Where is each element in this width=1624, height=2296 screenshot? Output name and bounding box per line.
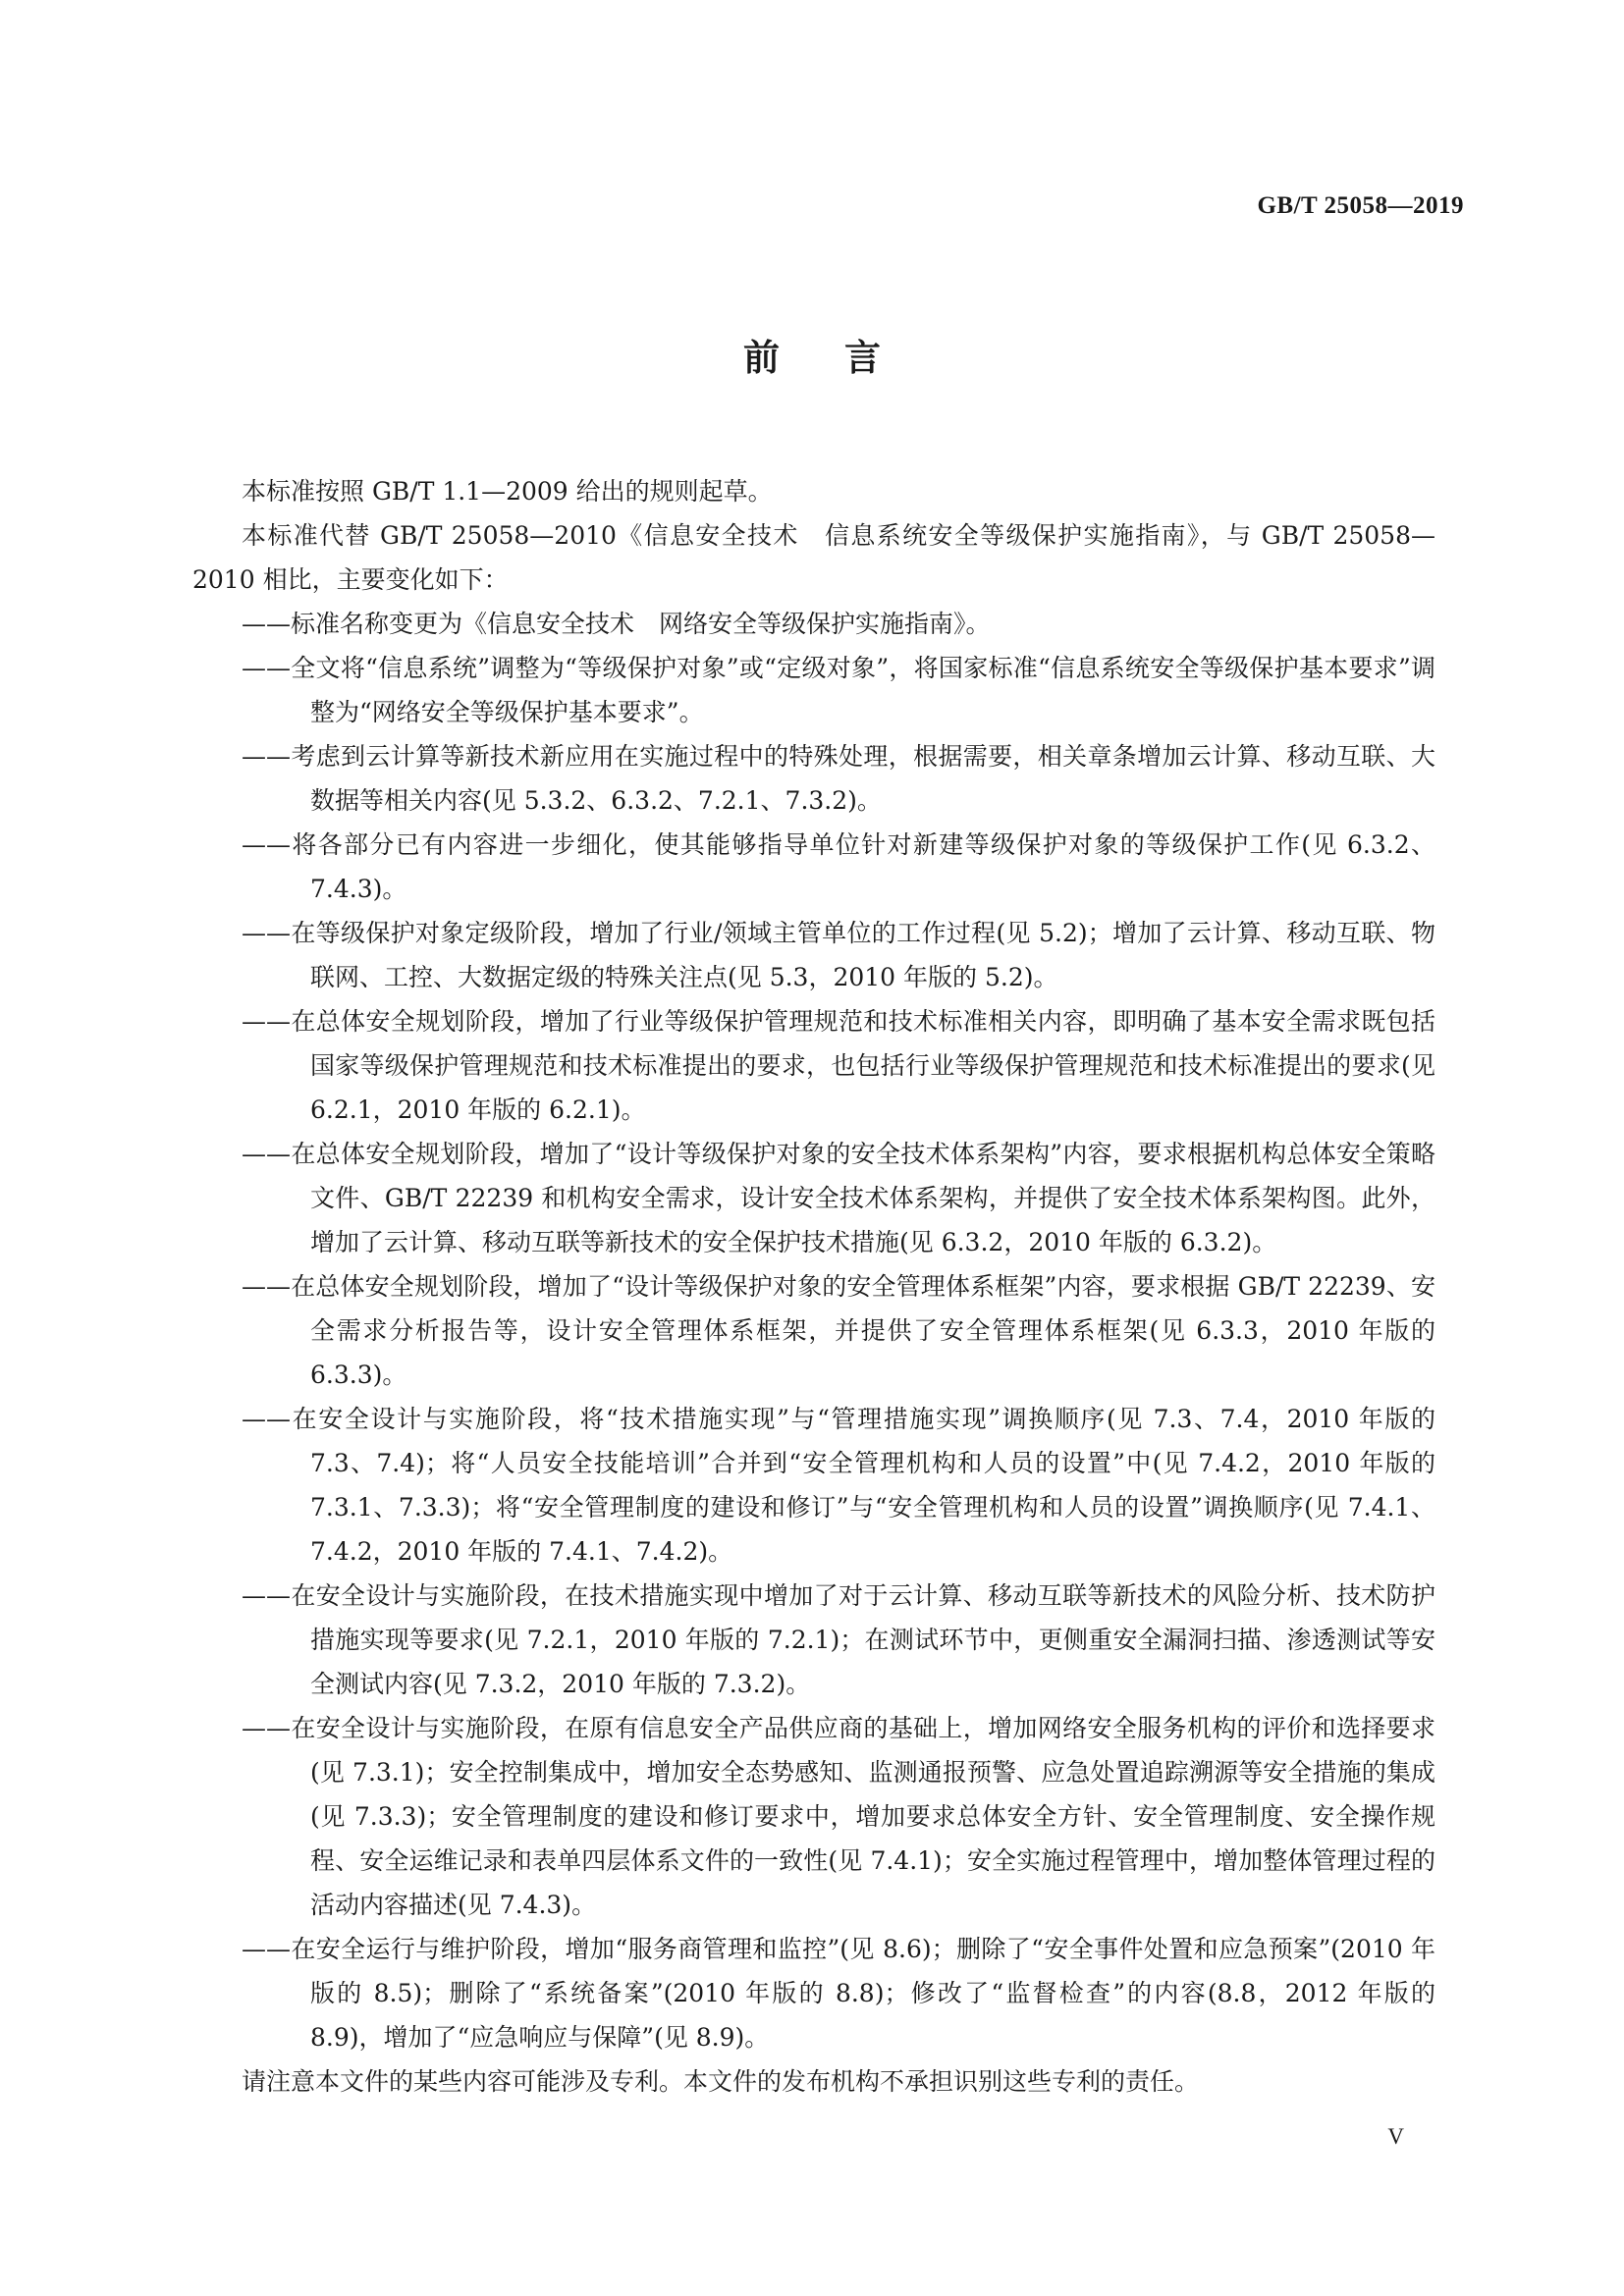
intro-paragraph: 本标准按照 GB/T 1.1—2009 给出的规则起草。 bbox=[242, 477, 773, 506]
list-item: ——在等级保护对象定级阶段，增加了行业/领域主管单位的工作过程(见 5.2)；增加了云计算、移动互联、物联网、工控、大数据定级的特殊关注点(见 5.3，2010 年版的 5.2)。 bbox=[242, 919, 1435, 991]
page-title: 前言 bbox=[743, 337, 946, 379]
list-item: ——在安全设计与实施阶段，在原有信息安全产品供应商的基础上，增加网络安全服务机构的评价和选择要求(见 7.3.1)；安全控制集成中，增加安全态势感知、监测通报预警、应急处置追踪溯源等安全措施的集成(见 7.3.3)；安全管理制度的建设和修订要求中，增加要求总体安全方针、安全管理制度、安全操作规程、安全运维记录和表单四层体系文件的一致性(见 7.4.1)；安全实施过程管理中，增加整体管理过程的活动内容描述(见 7.4.3)。 bbox=[242, 1714, 1435, 1919]
patent-notice: 请注意本文件的某些内容可能涉及专利。本文件的发布机构不承担识别这些专利的责任。 bbox=[242, 2067, 1200, 2096]
list-item: ——在安全设计与实施阶段，将“技术措施实现”与“管理措施实现”调换顺序(见 7.3、7.4，2010 年版的 7.3、7.4)；将“人员安全技能培训”合并到“安全管理机构和人员的设置”中(见 7.4.2，2010 年版的 7.3.1、7.3.3)；将“安全管理制度的建设和修订”与“安全管理机构和人员的设置”调换顺序(见 7.4.1、7.4.2，2010 年版的 7.4.1、7.4.2)。 bbox=[242, 1405, 1435, 1566]
list-item: ——在安全设计与实施阶段，在技术措施实现中增加了对于云计算、移动互联等新技术的风险分析、技术防护措施实现等要求(见 7.2.1，2010 年版的 7.2.1)；在测试环节中，更侧重安全漏洞扫描、渗透测试等安全测试内容(见 7.3.2，2010 年版的 7.3.2)。 bbox=[242, 1581, 1435, 1698]
list-item: ——在总体安全规划阶段，增加了“设计等级保护对象的安全管理体系框架”内容，要求根据 GB/T 22239、安全需求分析报告等，设计安全管理体系框架，并提供了安全管理体系框架(见 6.3.3，2010 年版的 6.3.3)。 bbox=[242, 1272, 1435, 1389]
list-item: ——考虑到云计算等新技术新应用在实施过程中的特殊处理，根据需要，相关章条增加云计算、移动互联、大数据等相关内容(见 5.3.2、6.3.2、7.2.1、7.3.2)。 bbox=[242, 742, 1435, 815]
foreword-body bbox=[192, 469, 1435, 2104]
list-item: ——在安全运行与维护阶段，增加“服务商管理和监控”(见 8.6)；删除了“安全事件处置和应急预案”(2010 年版的 8.5)；删除了“系统备案”(2010 年版的 8.8)；修改了“监督检查”的内容(8.8，2012 年版的 8.9)，增加了“应急响应与保障”(见 8.9)。 bbox=[242, 1935, 1435, 2052]
page-number: V bbox=[1387, 2124, 1404, 2149]
list-item: ——将各部分已有内容进一步细化，使其能够指导单位针对新建等级保护对象的等级保护工作(见 6.3.2、7.4.3)。 bbox=[242, 830, 1435, 903]
standard-number: GB/T 25058—2019 bbox=[1257, 192, 1464, 219]
intro-paragraph: 本标准代替 GB/T 25058—2010《信息安全技术 信息系统安全等级保护实施指南》，与 GB/T 25058—2010 相比，主要变化如下： bbox=[192, 521, 1435, 594]
list-item: ——在总体安全规划阶段，增加了“设计等级保护对象的安全技术体系架构”内容，要求根据机构总体安全策略文件、GB/T 22239 和机构安全需求，设计安全技术体系架构，并提供了安全技术体系架构图。此外，增加了云计算、移动互联等新技术的安全保护技术措施(见 6.3.2，2010 年版的 6.3.2)。 bbox=[242, 1140, 1435, 1256]
changes-list bbox=[192, 602, 1435, 2059]
list-item: ——全文将“信息系统”调整为“等级保护对象”或“定级对象”，将国家标准“信息系统安全等级保护基本要求”调整为“网络安全等级保护基本要求”。 bbox=[242, 654, 1435, 726]
list-item: ——标准名称变更为《信息安全技术 网络安全等级保护实施指南》。 bbox=[242, 610, 991, 638]
list-item: ——在总体安全规划阶段，增加了行业等级保护管理规范和技术标准相关内容，即明确了基本安全需求既包括国家等级保护管理规范和技术标准提出的要求，也包括行业等级保护管理规范和技术标准提出的要求(见 6.2.1，2010 年版的 6.2.1)。 bbox=[242, 1007, 1435, 1124]
